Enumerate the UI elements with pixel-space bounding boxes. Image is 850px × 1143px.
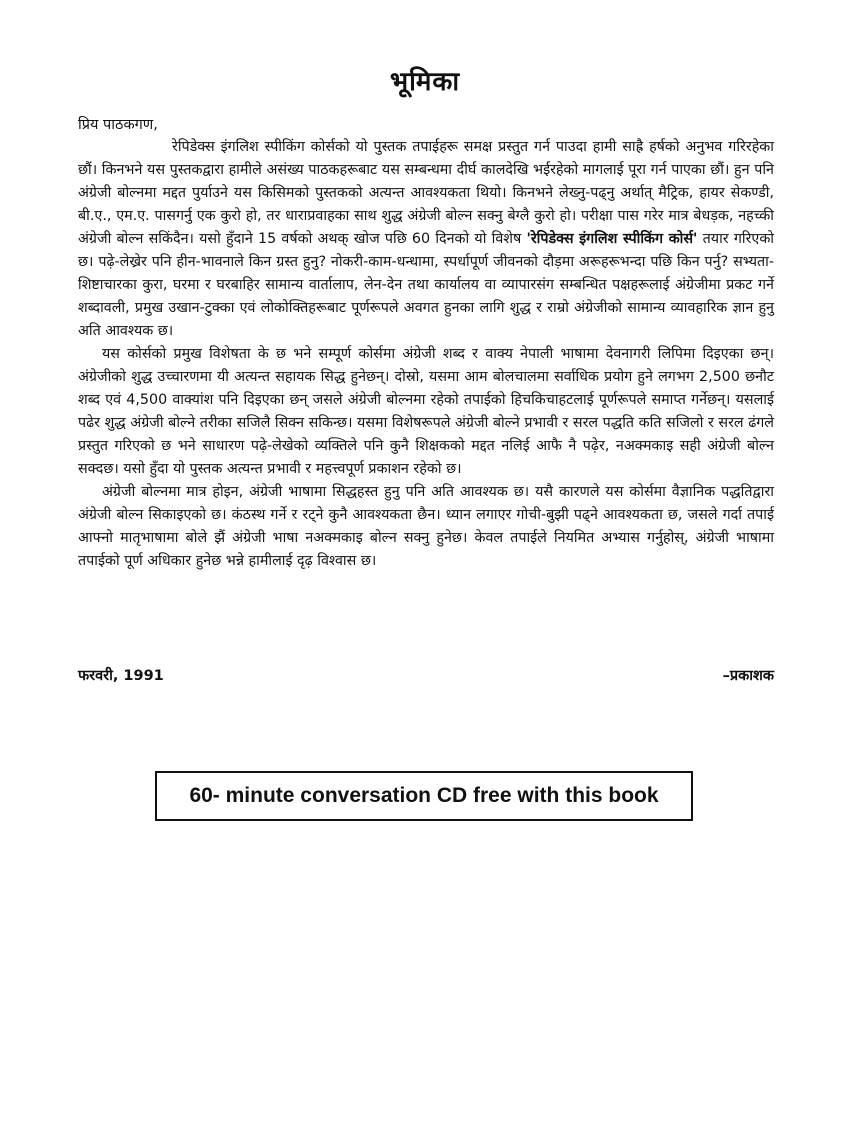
salutation: प्रिय पाठकगण,: [78, 117, 158, 133]
cd-notice-text: 60- minute conversation CD free with this book: [189, 784, 659, 807]
paragraph-1-text-b: तयार गरिएको छ। पढ़े-लेख्रेर पनि हीन-भावनाले किन ग्रस्त हुनु? नोकरी-काम-धन्धामा, स्पर्धापूर्ण जीवनको दौड़मा अरूहरूभन्दा पछि किन पर्नु? सभ्यता-शिष्टाचारका कुरा, घरमा र घरबाहिर सामान्य वार्तालाप, लेन-देन तथा कार्यालय वा व्यापारसंग सम्बन्धित पक्षहरूलाई अंग्रेजीमा प्रकट गर्ने शब्दावली, प्रमुख उखान-टुक्का एवं लोकोक्तिहरूबाट पूर्णरूपले अवगत हुनका लागि शुद्ध र राम्रो अंग्रेजीको सामान्य व्यावहारिक ज्ञान हुनु अति आवश्यक छ।: [78, 231, 775, 339]
preface-body: [78, 136, 774, 573]
page-title: भूमिका: [389, 67, 461, 97]
paragraph-1: [78, 136, 774, 343]
paragraph-1-text-a: रेपिडेक्स इंगलिश स्पीकिंग कोर्सको यो पुस्तक तपाईहरू समक्ष प्रस्तुत गर्न पाउदा हामी साह्रै हर्षको अनुभव गरिरहेका छौं। किनभने यस पुस्तकद्वारा हामीले असंख्य पाठकहरूबाट यस सम्बन्धमा दीर्घ कालदेखि भईरहेको मागलाई पूरा गर्न पाएका छौं। हुन पनि अंग्रेजी बोल्नमा मद्दत पुर्याउने यस किसिमको पुस्तकको अत्यन्त आवश्यकता थियो। किनभने लेख्नु-पढ्नु अर्थात् मैट्रिक, हायर सेकण्डी, बी.ए., एम.ए. पासगर्नु एक कुरो हो, तर धाराप्रवाहका साथ शुद्ध अंग्रेजी बोल्न सक्नु बेग्लै कुरो हो। परीक्षा पास गरेर मात्र बेधड़क, नहच्की अंग्रेजी बोल्न सकिंदैन। यसो हुँदाने 15 वर्षको अथक् खोज पछि 60 दिनको यो विशेष: [78, 139, 774, 247]
paragraph-3: अंग्रेजी बोल्नमा मात्र होइन, अंग्रेजी भाषामा सिद्धहस्त हुनु पनि अति आवश्यक छ। यसै कारणले यस कोर्समा वैज्ञानिक पद्धतिद्वारा अंग्रेजी बोल्न सिकाइएको छ। कंठस्थ गर्ने र रट्ने कुनै आवश्यकता छैन। ध्यान लगाएर गोची-बुझी पढ्ने आवश्यकता छ, जसले गर्दा तपाई आफ्नो मातृभाषामा बोले झैं अंग्रेजी भाषा नअक्मकाइ बोल्न सक्नु हुनेछ। केवल तपाईले नियमित अभ्यास गर्नुहोस्, अंग्रेजी भाषामा तपाईको पूर्ण अधिकार हुनेछ भन्ने हामीलाई दृढ़ विश्वास छ।: [78, 484, 774, 569]
preface-date: फरवरी, 1991: [78, 668, 164, 684]
paragraph-2: यस कोर्सको प्रमुख विशेषता के छ भने सम्पूर्ण कोर्समा अंग्रेजी शब्द र वाक्य नेपाली भाषामा देवनागरी लिपिमा दिइएका छन्। अंग्रेजीको शुद्ध उच्चारणमा यी अत्यन्त सहायक सिद्ध हुनेछन्। दोस्रो, यसमा आम बोलचालमा सर्वाधिक प्रयोग हुने लगभग 2,500 छनौट शब्द एवं 4,500 वाक्यांश पनि दिइएका छन् जसले अंग्रेजी बोल्नमा रहेको तपाईको हिचकिचाहटलाई पूर्णरूपले समाप्त गर्नेछन्। यसलाई पढेर शुद्ध अंग्रेजी बोल्ने तरीका सजिलै सिक्न सकिन्छ। यसमा विशेषरूपले अंग्रेजी बोल्ने प्रभावी र सरल पद्धति कति सजिलो र सरल ढंगले प्रस्तुत गरिएको छ भने साधारण पढ़े-लेखेको व्यक्तिले पनि कुनै शिक्षकको मद्दत नलिई आफै नै पढ़ेर, नअक्मकाइ सही अंग्रेजी बोल्न सक्दछ। यसो हुँदा यो पुस्तक अत्यन्त प्रभावी र महत्त्वपूर्ण प्रकाशन रहेको छ।: [78, 346, 774, 477]
publisher-signature: –प्रकाशक: [722, 668, 774, 684]
course-name-highlight: 'रेपिडेक्स इंगलिश स्पीकिंग कोर्स': [526, 231, 698, 247]
cd-notice-box: [155, 771, 693, 821]
